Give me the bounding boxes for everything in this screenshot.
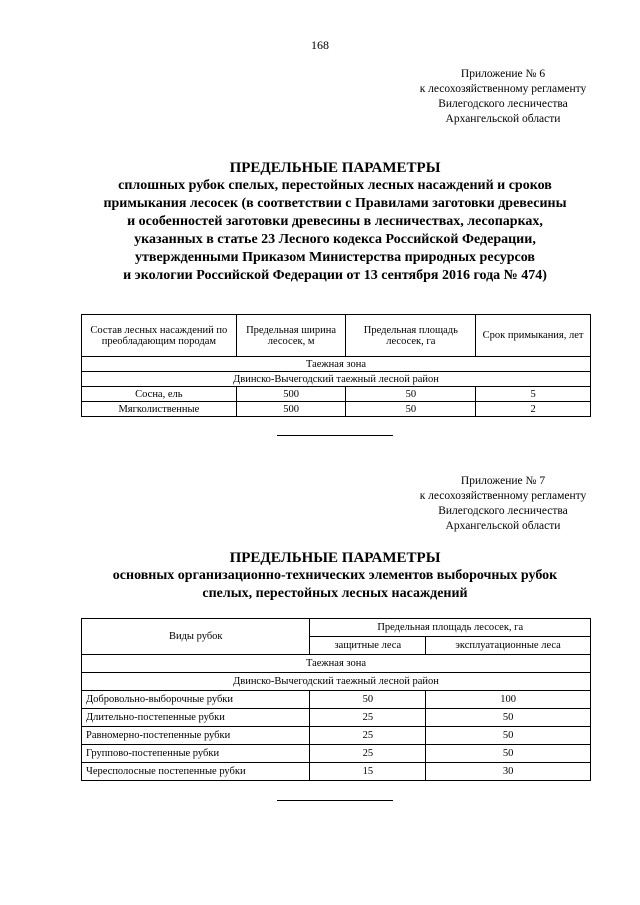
zone-row — [82, 655, 591, 673]
column-header: Предельная ширина лесосек, м — [236, 315, 346, 357]
table-cell: Чересполосные постепенные рубки — [82, 763, 310, 781]
table-cell: 25 — [310, 709, 426, 727]
separator-line — [277, 800, 393, 801]
table-selective-logging-params — [81, 618, 591, 781]
column-header: Предельная площадь лесосек, га — [346, 315, 476, 357]
table-cell: 50 — [310, 691, 426, 709]
table-cell: Длительно-постепенные рубки — [82, 709, 310, 727]
title-line: сплошных рубок спелых, перестойных лесных насаждений и сроков — [118, 178, 552, 193]
table-cell: 50 — [426, 727, 591, 745]
table-cell: 50 — [426, 745, 591, 763]
separator-line — [277, 435, 393, 436]
zone-row — [82, 357, 591, 372]
table-cell: Группово-постепенные рубки — [82, 745, 310, 763]
appendix-line: Архангельской области — [445, 113, 561, 125]
region-row — [82, 673, 591, 691]
appendix-line: Архангельской области — [445, 520, 561, 532]
appendix-line: Вилегодского лесничества — [438, 98, 568, 110]
table-cell: 2 — [476, 402, 591, 417]
table-cell: 5 — [476, 387, 591, 402]
table-cell: 30 — [426, 763, 591, 781]
table-cell: Равномерно-постепенные рубки — [82, 727, 310, 745]
title-line: и экологии Российской Федерации от 13 сентября 2016 года № 474) — [123, 268, 547, 283]
table-cell: 500 — [236, 387, 346, 402]
column-header: защитные леса — [310, 637, 426, 655]
table-row — [82, 709, 591, 727]
column-header: Срок примыкания, лет — [476, 315, 591, 357]
table-row — [82, 691, 591, 709]
title-1 — [40, 159, 630, 285]
title-line: примыкания лесосек (в соответствии с Правилами заготовки древесины — [103, 196, 567, 211]
region-row — [82, 372, 591, 387]
zone-cell: Таежная зона — [82, 655, 591, 673]
table-clearcut-params — [81, 314, 591, 417]
table-cell: Мягколиственные — [82, 402, 237, 417]
appendix-line: Приложение № 7 — [460, 475, 546, 487]
title-line: утвержденными Приказом Министерства природных ресурсов — [135, 250, 535, 265]
title-2 — [40, 549, 630, 603]
title-2-main: ПРЕДЕЛЬНЫЕ ПАРАМЕТРЫ — [229, 550, 441, 566]
appendix-7-header — [383, 474, 623, 534]
title-line: спелых, перестойных лесных насаждений — [202, 586, 468, 601]
table-cell: 50 — [426, 709, 591, 727]
appendix-line: Вилегодского лесничества — [438, 505, 568, 517]
table-row — [82, 387, 591, 402]
appendix-6-header — [383, 67, 623, 127]
column-group-header: Предельная площадь лесосек, га — [310, 619, 591, 637]
table-row — [82, 745, 591, 763]
title-line: основных организационно-технических элементов выборочных рубок — [112, 568, 558, 583]
appendix-line: к лесохозяйственному регламенту — [419, 83, 587, 95]
title-line: указанных в статье 23 Лесного кодекса Российской Федерации, — [134, 232, 536, 247]
column-header: Виды рубок — [82, 619, 310, 655]
table-header-row — [82, 619, 591, 637]
table-row — [82, 727, 591, 745]
table-header-row — [82, 315, 591, 357]
table-cell: 15 — [310, 763, 426, 781]
table-cell: 25 — [310, 745, 426, 763]
table-cell: 500 — [236, 402, 346, 417]
table-cell: Добровольно-выборочные рубки — [82, 691, 310, 709]
table-cell: Сосна, ель — [82, 387, 237, 402]
region-cell: Двинско-Вычегодский таежный лесной район — [82, 673, 591, 691]
table-cell: 100 — [426, 691, 591, 709]
column-header: Состав лесных насаждений по преобладающим породам — [82, 315, 237, 357]
table-cell: 50 — [346, 402, 476, 417]
region-cell: Двинско-Вычегодский таежный лесной район — [82, 372, 591, 387]
page-number: 168 — [311, 38, 329, 52]
table-row — [82, 763, 591, 781]
table-cell: 50 — [346, 387, 476, 402]
table-cell: 25 — [310, 727, 426, 745]
title-line: и особенностей заготовки древесины в лесничествах, лесопарках, — [127, 214, 543, 229]
title-1-main: ПРЕДЕЛЬНЫЕ ПАРАМЕТРЫ — [229, 160, 441, 176]
appendix-line: Приложение № 6 — [460, 68, 546, 80]
table-row — [82, 402, 591, 417]
column-header: эксплуатационные леса — [426, 637, 591, 655]
zone-cell: Таежная зона — [82, 357, 591, 372]
appendix-line: к лесохозяйственному регламенту — [419, 490, 587, 502]
